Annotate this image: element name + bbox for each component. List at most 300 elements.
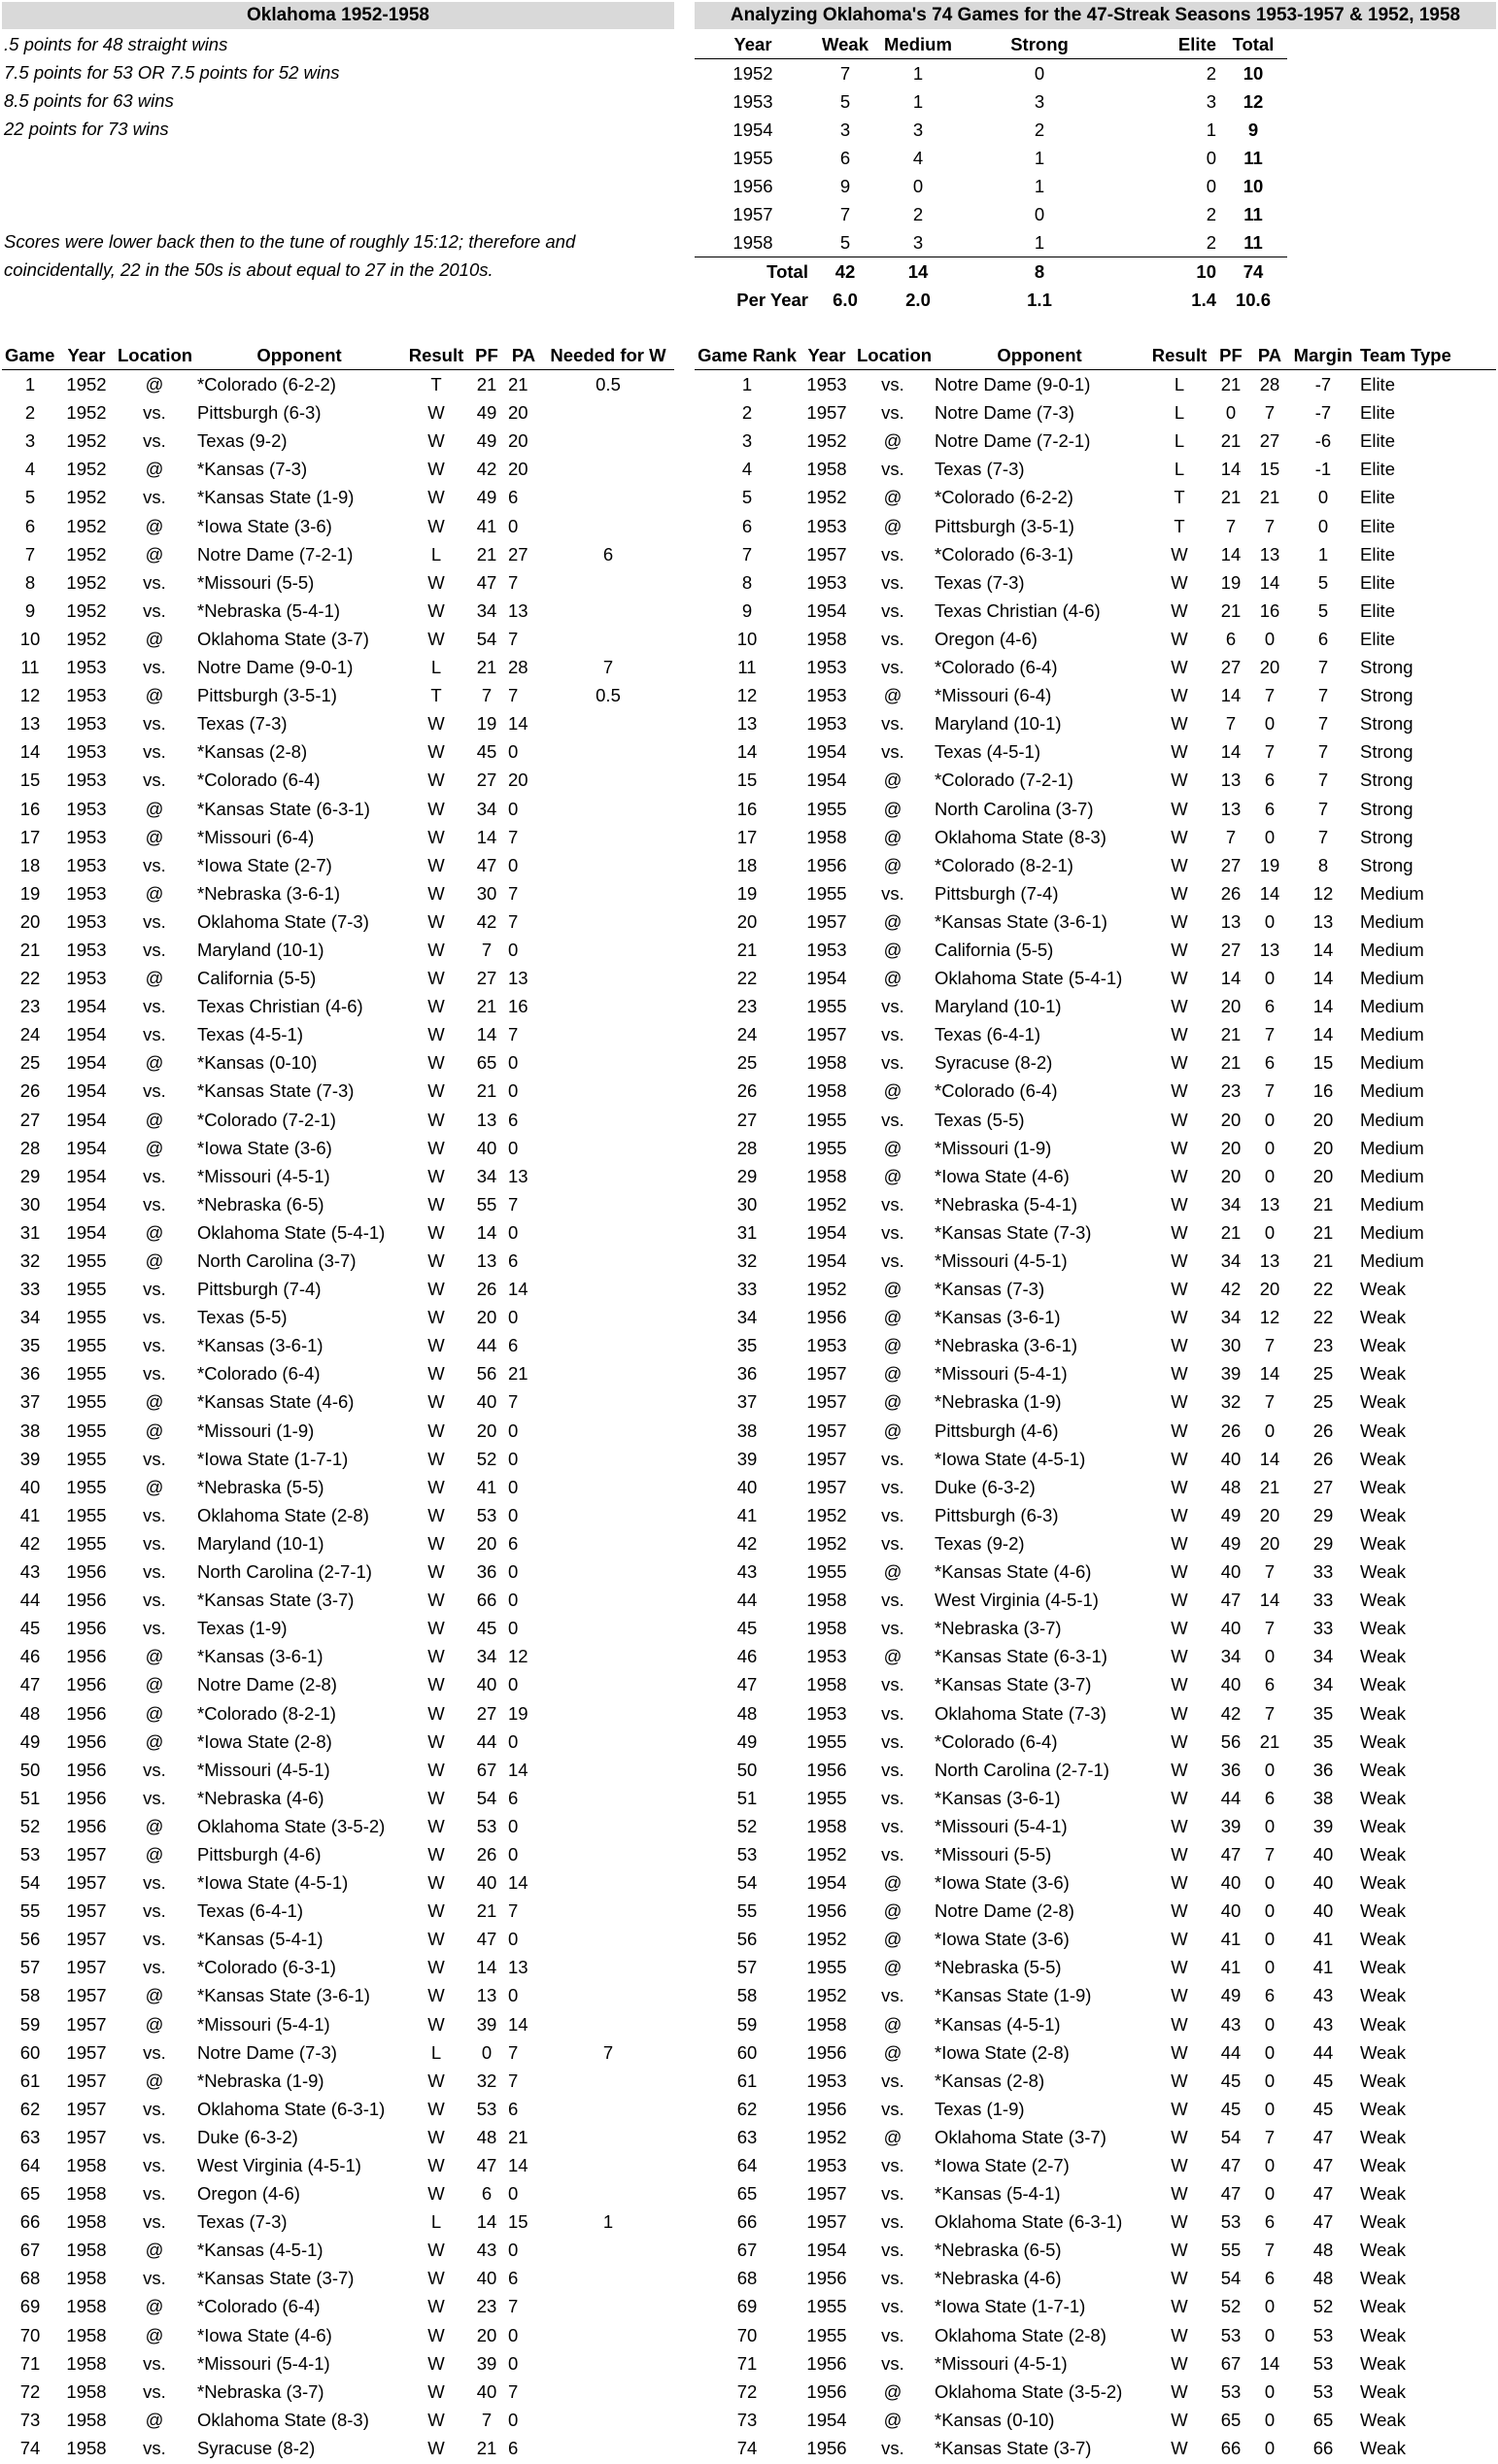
ranked-cell: W bbox=[1171, 939, 1188, 960]
table-row bbox=[695, 1190, 1496, 1218]
ranked-cell: 1953 bbox=[806, 2070, 847, 2091]
games-cell: 40 bbox=[476, 2268, 497, 2289]
table-row bbox=[695, 2067, 1496, 2095]
ranked-cell: 1954 bbox=[806, 2240, 847, 2261]
games-cell bbox=[542, 2378, 674, 2406]
ranked-cell: 14 bbox=[736, 741, 758, 763]
games-cell: W bbox=[427, 1674, 445, 1695]
ranked-cell: North Carolina (3-7) bbox=[935, 798, 1094, 819]
ranked-cell: Strong bbox=[1360, 826, 1413, 847]
games-cell: 7 bbox=[508, 2380, 519, 2402]
games-cell: *Colorado (6-3-1) bbox=[197, 1957, 336, 1978]
games-cell: 1953 bbox=[66, 826, 107, 847]
ranked-cell: Weak bbox=[1360, 2324, 1406, 2345]
table-row bbox=[2, 964, 674, 992]
games-cell: 20 bbox=[476, 2324, 497, 2345]
games-cell: 0 bbox=[508, 515, 519, 536]
ranked-cell: vs. bbox=[881, 1109, 904, 1130]
table-row bbox=[695, 1445, 1496, 1473]
ranked-cell: 48 bbox=[736, 1702, 758, 1724]
ranked-cell: 40 bbox=[1220, 1674, 1242, 1695]
games-header-cell: Opponent bbox=[194, 341, 404, 370]
games-cell: 1953 bbox=[66, 882, 107, 904]
games-cell: 65 bbox=[19, 2183, 41, 2205]
ranked-cell: W bbox=[1171, 1448, 1188, 1469]
ranked-cell: W bbox=[1171, 1646, 1188, 1667]
games-cell: 1952 bbox=[66, 599, 107, 621]
ranked-cell: 51 bbox=[736, 1787, 758, 1808]
games-cell: W bbox=[427, 1590, 445, 1611]
games-cell bbox=[542, 1699, 674, 1728]
note-line: 7.5 points for 53 OR 7.5 points for 52 wins bbox=[4, 62, 340, 83]
ranked-cell: 43 bbox=[1312, 1985, 1334, 2006]
games-cell: *Kansas State (3-6-1) bbox=[197, 1985, 370, 2006]
ranked-cell: 63 bbox=[736, 2126, 758, 2147]
ranked-cell: 67 bbox=[736, 2240, 758, 2261]
games-cell: 12 bbox=[19, 685, 41, 706]
table-row bbox=[2, 1106, 674, 1134]
games-cell: 1954 bbox=[66, 1052, 107, 1074]
games-cell: 40 bbox=[476, 1391, 497, 1413]
ranked-cell: 8 bbox=[1317, 854, 1329, 875]
ranked-cell: W bbox=[1171, 1957, 1188, 1978]
ranked-cell: W bbox=[1171, 910, 1188, 932]
ranked-header-cell: PA bbox=[1250, 341, 1289, 370]
games-cell: 48 bbox=[476, 2126, 497, 2147]
ranked-cell: *Kansas (4-5-1) bbox=[935, 2013, 1061, 2035]
games-cell: vs. bbox=[143, 2041, 166, 2063]
ranked-cell: vs. bbox=[881, 599, 904, 621]
games-cell bbox=[542, 851, 674, 879]
games-cell: 15 bbox=[508, 2211, 528, 2233]
summary-cell: 1 bbox=[1034, 232, 1045, 253]
ranked-cell: 70 bbox=[736, 2324, 758, 2345]
ranked-cell: 0 bbox=[1264, 1646, 1276, 1667]
games-cell: @ bbox=[145, 1702, 164, 1724]
games-cell: @ bbox=[145, 2324, 164, 2345]
ranked-cell: 1955 bbox=[806, 1561, 847, 1583]
summary-per-year-cell: 1.1 bbox=[1027, 290, 1052, 310]
ranked-cell: 17 bbox=[736, 826, 758, 847]
games-cell: 57 bbox=[19, 1957, 41, 1978]
ranked-cell: 44 bbox=[1220, 1787, 1242, 1808]
table-row bbox=[2, 1247, 674, 1275]
games-cell: 43 bbox=[476, 2240, 497, 2261]
table-row bbox=[2, 795, 674, 823]
games-cell: 1957 bbox=[66, 2070, 107, 2091]
games-cell: 18 bbox=[19, 854, 41, 875]
games-cell: @ bbox=[145, 543, 164, 565]
games-cell: 1958 bbox=[66, 2183, 107, 2205]
ranked-cell: Medium bbox=[1360, 1024, 1424, 1045]
ranked-cell: @ bbox=[883, 1929, 902, 1950]
table-row bbox=[2, 1557, 674, 1586]
ranked-cell: 1956 bbox=[806, 1307, 847, 1328]
games-cell: 1952 bbox=[66, 430, 107, 452]
ranked-cell: Weak bbox=[1360, 1363, 1406, 1385]
games-cell bbox=[542, 483, 674, 511]
summary-total-cell: 10 bbox=[1122, 257, 1219, 287]
ranked-cell: 1955 bbox=[806, 1109, 847, 1130]
ranked-cell: *Missouri (4-5-1) bbox=[935, 1250, 1068, 1271]
ranked-cell: 7 bbox=[1264, 1391, 1276, 1413]
games-cell: Syracuse (8-2) bbox=[197, 2437, 316, 2458]
ranked-cell: W bbox=[1171, 571, 1188, 593]
games-cell bbox=[542, 1303, 674, 1331]
ranked-cell: 33 bbox=[1312, 1618, 1334, 1639]
ranked-cell: L bbox=[1174, 374, 1185, 395]
games-cell: @ bbox=[145, 2013, 164, 2035]
games-cell: 45 bbox=[476, 1618, 497, 1639]
ranked-cell: @ bbox=[883, 1646, 902, 1667]
games-cell: 1958 bbox=[66, 2211, 107, 2233]
games-cell: 42 bbox=[476, 910, 497, 932]
games-cell: 6 bbox=[508, 1335, 519, 1356]
summary-cell: 1 bbox=[912, 63, 924, 84]
games-cell bbox=[542, 1331, 674, 1359]
ranked-cell: 46 bbox=[736, 1646, 758, 1667]
ranked-cell: Weak bbox=[1360, 1448, 1406, 1469]
games-cell: vs. bbox=[143, 996, 166, 1017]
games-cell: vs. bbox=[143, 402, 166, 424]
games-cell: W bbox=[427, 1080, 445, 1102]
games-cell: 8 bbox=[24, 571, 36, 593]
games-cell bbox=[542, 1840, 674, 1868]
games-cell: 14 bbox=[476, 1024, 497, 1045]
ranked-cell: 1952 bbox=[806, 1193, 847, 1215]
summary-cell: 2 bbox=[1206, 63, 1216, 84]
games-cell: 26 bbox=[476, 1843, 497, 1865]
games-cell: 7 bbox=[508, 1391, 519, 1413]
ranked-cell: 20 bbox=[1259, 657, 1280, 678]
games-cell: 19 bbox=[476, 713, 497, 735]
summary-row bbox=[695, 116, 1287, 144]
ranked-cell: 7 bbox=[1264, 1702, 1276, 1724]
games-cell: Texas (1-9) bbox=[197, 1618, 288, 1639]
games-cell: vs. bbox=[143, 1957, 166, 1978]
table-row bbox=[695, 2292, 1496, 2320]
table-row bbox=[2, 2292, 674, 2320]
games-cell: W bbox=[427, 910, 445, 932]
summary-cell: 7 bbox=[839, 204, 851, 224]
table-row bbox=[2, 2095, 674, 2123]
games-cell bbox=[542, 2434, 674, 2462]
games-cell: @ bbox=[145, 2240, 164, 2261]
ranked-cell: 7 bbox=[1317, 770, 1329, 791]
ranked-cell: 21 bbox=[1220, 1024, 1242, 1045]
ranked-cell: 1958 bbox=[806, 1052, 847, 1074]
games-cell bbox=[542, 1445, 674, 1473]
note-line: .5 points for 48 straight wins bbox=[4, 34, 228, 54]
ranked-cell: 1954 bbox=[806, 770, 847, 791]
ranked-cell: Pittsburgh (7-4) bbox=[935, 882, 1059, 904]
summary-per-year-cell: 10.6 bbox=[1235, 290, 1271, 310]
games-cell: vs. bbox=[143, 1532, 166, 1554]
games-cell bbox=[542, 1162, 674, 1190]
games-cell: 16 bbox=[19, 798, 41, 819]
ranked-cell: 1 bbox=[741, 374, 753, 395]
games-cell: 24 bbox=[19, 1024, 41, 1045]
summary-cell: 10 bbox=[1243, 63, 1264, 84]
games-cell: 27 bbox=[476, 770, 497, 791]
games-cell: @ bbox=[145, 2070, 164, 2091]
ranked-cell: 0 bbox=[1317, 515, 1329, 536]
games-cell: 45 bbox=[19, 1618, 41, 1639]
ranked-cell: 53 bbox=[1220, 2324, 1242, 2345]
games-cell: 27 bbox=[476, 1702, 497, 1724]
games-cell: @ bbox=[145, 1476, 164, 1497]
games-cell: 14 bbox=[19, 741, 41, 763]
ranked-cell: W bbox=[1171, 1561, 1188, 1583]
games-cell: 7 bbox=[508, 2041, 519, 2063]
games-cell: vs. bbox=[143, 1590, 166, 1611]
games-cell: 0 bbox=[508, 1674, 519, 1695]
ranked-cell: 1953 bbox=[806, 374, 847, 395]
ranked-cell: @ bbox=[883, 826, 902, 847]
summary-header-row bbox=[695, 30, 1287, 59]
ranked-cell: 54 bbox=[1220, 2268, 1242, 2289]
ranked-cell: Weak bbox=[1360, 1815, 1406, 1836]
games-cell: 1953 bbox=[66, 968, 107, 989]
games-cell: 7 bbox=[508, 882, 519, 904]
games-cell: 14 bbox=[476, 1221, 497, 1243]
ranked-cell: 0 bbox=[1264, 1165, 1276, 1186]
ranked-cell: 39 bbox=[1220, 1363, 1242, 1385]
ranked-cell: vs. bbox=[881, 1674, 904, 1695]
games-cell: 20 bbox=[19, 910, 41, 932]
games-cell: 1952 bbox=[66, 515, 107, 536]
games-cell: 52 bbox=[476, 1448, 497, 1469]
games-cell: 59 bbox=[19, 2013, 41, 2035]
table-row bbox=[695, 1359, 1496, 1387]
games-cell: 7 bbox=[508, 910, 519, 932]
games-cell: *Iowa State (3-6) bbox=[197, 515, 332, 536]
ranked-cell: 7 bbox=[1317, 798, 1329, 819]
table-row bbox=[2, 2264, 674, 2292]
games-cell: 34 bbox=[476, 599, 497, 621]
ranked-cell: 29 bbox=[1312, 1532, 1334, 1554]
ranked-header-cell: Team Type bbox=[1357, 341, 1496, 370]
games-cell: 34 bbox=[476, 1165, 497, 1186]
games-cell: @ bbox=[145, 2296, 164, 2317]
games-cell: 21 bbox=[508, 374, 528, 395]
table-row bbox=[695, 1077, 1496, 1105]
table-row bbox=[2, 1134, 674, 1162]
ranked-header-cell: Year bbox=[800, 341, 854, 370]
ranked-cell: 65 bbox=[1312, 2409, 1334, 2430]
ranked-cell: 39 bbox=[1220, 1815, 1242, 1836]
table-row bbox=[2, 851, 674, 879]
summary-cell: 1 bbox=[1034, 176, 1045, 196]
ranked-cell: Notre Dame (7-3) bbox=[935, 402, 1074, 424]
games-cell: @ bbox=[145, 798, 164, 819]
games-cell: 0 bbox=[508, 1815, 519, 1836]
table-row bbox=[695, 1586, 1496, 1614]
ranked-cell: 52 bbox=[736, 1815, 758, 1836]
ranked-cell: 21 bbox=[1220, 599, 1242, 621]
summary-row bbox=[695, 87, 1287, 116]
table-row bbox=[2, 1501, 674, 1529]
games-cell: 17 bbox=[19, 826, 41, 847]
ranked-cell: 1958 bbox=[806, 1080, 847, 1102]
games-cell: W bbox=[427, 487, 445, 508]
summary-per-year-row bbox=[695, 286, 1287, 314]
ranked-cell: 1955 bbox=[806, 2296, 847, 2317]
ranked-cell: W bbox=[1171, 1052, 1188, 1074]
games-cell: vs. bbox=[143, 1900, 166, 1922]
ranked-cell: Strong bbox=[1360, 713, 1413, 735]
table-row bbox=[695, 709, 1496, 737]
games-cell: @ bbox=[145, 1391, 164, 1413]
games-cell: North Carolina (3-7) bbox=[197, 1250, 357, 1271]
games-cell: 0 bbox=[508, 1590, 519, 1611]
table-row bbox=[2, 1190, 674, 1218]
games-cell: 20 bbox=[476, 1307, 497, 1328]
ranked-cell: 1958 bbox=[806, 1815, 847, 1836]
games-cell: W bbox=[427, 1702, 445, 1724]
ranked-cell: 45 bbox=[736, 1618, 758, 1639]
ranked-cell: Texas (1-9) bbox=[935, 2098, 1025, 2119]
ranked-cell: 6 bbox=[1225, 628, 1237, 649]
ranked-cell: 5 bbox=[741, 487, 753, 508]
games-cell: 56 bbox=[476, 1363, 497, 1385]
games-cell: 40 bbox=[476, 1674, 497, 1695]
games-cell: vs. bbox=[143, 487, 166, 508]
games-cell: 0 bbox=[508, 1476, 519, 1497]
games-cell: 21 bbox=[476, 374, 497, 395]
ranked-cell: 1956 bbox=[806, 2041, 847, 2063]
games-cell: 48 bbox=[19, 1702, 41, 1724]
games-cell: 1956 bbox=[66, 1674, 107, 1695]
ranked-cell: 7 bbox=[1317, 657, 1329, 678]
summary-header-cell: Year bbox=[695, 30, 811, 59]
ranked-cell: W bbox=[1171, 1307, 1188, 1328]
games-cell: 0 bbox=[508, 798, 519, 819]
games-cell: 1953 bbox=[66, 798, 107, 819]
games-cell: 7 bbox=[508, 1193, 519, 1215]
games-cell: 0 bbox=[508, 1052, 519, 1074]
games-cell: 31 bbox=[19, 1221, 41, 1243]
games-header-cell: Result bbox=[404, 341, 468, 370]
games-cell bbox=[542, 398, 674, 427]
table-row bbox=[695, 540, 1496, 568]
ranked-cell: 1957 bbox=[806, 2183, 847, 2205]
ranked-cell: 38 bbox=[1312, 1787, 1334, 1808]
ranked-cell: North Carolina (2-7-1) bbox=[935, 1759, 1109, 1780]
ranked-cell: vs. bbox=[881, 2211, 904, 2233]
ranked-cell: 16 bbox=[1312, 1080, 1334, 1102]
ranked-cell: W bbox=[1171, 1391, 1188, 1413]
games-cell: 1958 bbox=[66, 2296, 107, 2317]
ranked-cell: vs. bbox=[881, 996, 904, 1017]
table-row bbox=[695, 427, 1496, 455]
games-cell: 1957 bbox=[66, 1872, 107, 1894]
table-row bbox=[695, 625, 1496, 653]
games-cell: @ bbox=[145, 968, 164, 989]
games-cell bbox=[542, 2010, 674, 2038]
ranked-cell: Weak bbox=[1360, 2098, 1406, 2119]
games-cell: Notre Dame (7-2-1) bbox=[197, 543, 354, 565]
ranked-cell: Strong bbox=[1360, 741, 1413, 763]
games-cell: 40 bbox=[476, 1137, 497, 1158]
ranked-cell: 56 bbox=[736, 1929, 758, 1950]
games-cell: 6 bbox=[508, 1532, 519, 1554]
ranked-cell: @ bbox=[883, 1307, 902, 1328]
games-cell: W bbox=[427, 1448, 445, 1469]
ranked-cell: 43 bbox=[736, 1561, 758, 1583]
ranked-cell: 65 bbox=[1220, 2409, 1242, 2430]
summary-cell: 0 bbox=[1034, 204, 1045, 224]
ranked-cell: 13 bbox=[1220, 798, 1242, 819]
ranked-cell: 1957 bbox=[806, 1448, 847, 1469]
games-cell: 1952 bbox=[66, 459, 107, 480]
games-cell: 0 bbox=[508, 1504, 519, 1525]
ranked-cell: *Missouri (5-4-1) bbox=[935, 1815, 1068, 1836]
ranked-cell: 47 bbox=[1220, 1590, 1242, 1611]
games-cell: 42 bbox=[476, 459, 497, 480]
ranked-cell: 50 bbox=[736, 1759, 758, 1780]
games-cell: 1953 bbox=[66, 657, 107, 678]
games-cell: W bbox=[427, 2155, 445, 2175]
table-row bbox=[2, 1162, 674, 1190]
games-cell: 7 bbox=[481, 685, 493, 706]
games-cell: *Colorado (6-4) bbox=[197, 2296, 321, 2317]
ranked-cell: 0 bbox=[1264, 628, 1276, 649]
ranked-body bbox=[695, 370, 1496, 2462]
summary-cell: 0 bbox=[912, 176, 924, 196]
ranked-cell: 40 bbox=[736, 1476, 758, 1497]
table-row bbox=[695, 1756, 1496, 1784]
games-cell: Texas (6-4-1) bbox=[197, 1900, 303, 1922]
ranked-cell: Strong bbox=[1360, 798, 1413, 819]
games-cell: 54 bbox=[19, 1872, 41, 1894]
games-cell: 27 bbox=[476, 968, 497, 989]
ranked-cell: @ bbox=[883, 487, 902, 508]
table-row bbox=[695, 1106, 1496, 1134]
games-cell bbox=[542, 1784, 674, 1812]
ranked-cell: 0 bbox=[1264, 2155, 1276, 2175]
ranked-cell: 1955 bbox=[806, 1730, 847, 1752]
games-cell: W bbox=[427, 1957, 445, 1978]
ranked-cell: 55 bbox=[736, 1900, 758, 1922]
summary-header-cell: Strong bbox=[957, 30, 1122, 59]
ranked-cell: vs. bbox=[881, 1843, 904, 1865]
games-cell: T bbox=[430, 374, 442, 395]
ranked-cell: Weak bbox=[1360, 1420, 1406, 1441]
games-cell bbox=[542, 964, 674, 992]
table-row bbox=[2, 625, 674, 653]
games-cell: L bbox=[430, 2211, 442, 2233]
ranked-cell: *Kansas State (7-3) bbox=[935, 1221, 1092, 1243]
games-cell: 14 bbox=[508, 2155, 528, 2175]
ranked-cell: 13 bbox=[1259, 939, 1280, 960]
ranked-cell: 0 bbox=[1264, 2070, 1276, 2091]
games-cell: *Iowa State (1-7-1) bbox=[197, 1448, 349, 1469]
games-cell: 50 bbox=[19, 1759, 41, 1780]
ranked-cell: Weak bbox=[1360, 1307, 1406, 1328]
ranked-cell: 20 bbox=[1220, 996, 1242, 1017]
ranked-cell: Weak bbox=[1360, 1590, 1406, 1611]
games-cell bbox=[542, 1247, 674, 1275]
ranked-cell: -6 bbox=[1314, 430, 1332, 452]
ranked-cell: W bbox=[1171, 1193, 1188, 1215]
ranked-cell: Weak bbox=[1360, 1872, 1406, 1894]
ranked-cell: 64 bbox=[736, 2155, 758, 2175]
games-cell: vs. bbox=[143, 713, 166, 735]
ranked-cell: 13 bbox=[1259, 1250, 1280, 1271]
ranked-cell: 45 bbox=[1220, 2070, 1242, 2091]
ranked-cell: 43 bbox=[1312, 2013, 1334, 2035]
